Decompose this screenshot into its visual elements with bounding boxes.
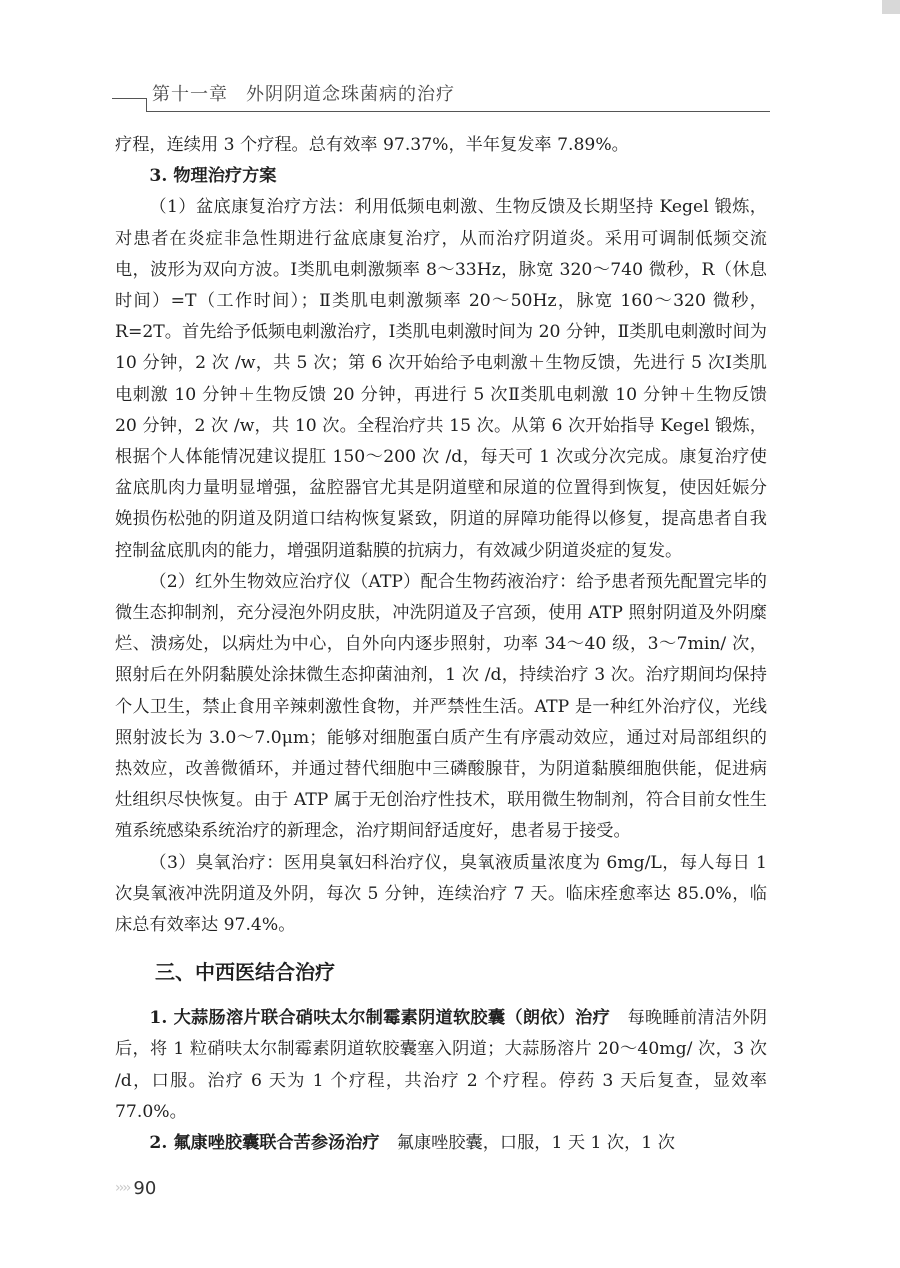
chapter-title: 外阴阴道念珠菌病的治疗 (246, 84, 455, 105)
header-text (152, 80, 455, 106)
header-rule-riser (146, 98, 147, 112)
section-heading-physical-therapy: 3. 物理治疗方案 (149, 166, 277, 187)
paragraph-item-2 (115, 1128, 767, 1159)
page-footer (115, 1178, 156, 1199)
chapter-number: 第十一章 (152, 84, 228, 105)
page-number: 90 (133, 1178, 157, 1199)
paragraph-continued: 疗程，连续用 3 个疗程。总有效率 97.37%，半年复发率 7.89%。 (115, 135, 629, 155)
paragraph-ozone: （3）臭氧治疗：医用臭氧妇科治疗仪，臭氧液质量浓度为 6mg/L，每人每日 1 次臭氧液冲洗阴道及外阴，每次 5 分钟，连续治疗 7 天。临床痊愈率达 85.0%，临床总有效率达 97.4%。 (115, 852, 767, 936)
header-rule (112, 98, 146, 99)
item-1-text: 每晚睡前清洁外阴后，将 1 粒硝呋太尔制霉素阴道软胶囊塞入阴道；大蒜肠溶片 20～40mg/ 次，3 次 /d，口服。治疗 6 天为 1 个疗程，共治疗 2 个疗程。停药 3 天后复查，显效率 77.0%。 (115, 1008, 767, 1122)
chevron-arrows-icon: ›››› (115, 1180, 130, 1196)
paragraph-atp: （2）红外生物效应治疗仪（ATP）配合生物药液治疗：给予患者预先配置完毕的微生态抑制剂，充分浸泡外阴皮肤，冲洗阴道及子宫颈，使用 ATP 照射阴道及外阴糜烂、溃疡处，以病灶为中心，自外向内逐步照射，功率 34～40 级，3～7min/ 次，照射后在外阴黏膜处涂抹微生态抑菌油剂，1 次 /d，持续治疗 3 次。治疗期间均保持个人卫生，禁止食用辛辣刺激性食物，并严禁性生活。ATP 是一种红外治疗仪，光线照射波长为 3.0～7.0μm；能够对细胞蛋白质产生有序震动效应，通过对局部组织的热效应，改善微循环，并通过替代细胞中三磷酸腺苷，为阴道黏膜细胞供能，促进病灶组织尽快恢复。由于 ATP 属于无创治疗性技术，联用微生物制剂，符合目前女性生殖系统感染系统治疗的新理念，治疗期间舒适度好，患者易于接受。 (115, 571, 767, 842)
header-rule-bottom (146, 111, 770, 112)
page-body (115, 130, 767, 1159)
section-heading-integrated: 三、中西医结合治疗 (155, 960, 335, 985)
item-1-heading: 1. 大蒜肠溶片联合硝呋太尔制霉素阴道软胶囊（朗依）治疗 (149, 1008, 611, 1029)
item-2-heading: 2. 氟康唑胶囊联合苦参汤治疗 (149, 1133, 380, 1154)
item-2-text: 氟康唑胶囊，口服，1 天 1 次，1 次 (396, 1133, 675, 1154)
paragraph-item-1 (115, 1003, 767, 1128)
running-header (112, 78, 770, 112)
corner-mark (882, 0, 900, 14)
paragraph-pelvic-rehab: （1）盆底康复治疗方法：利用低频电刺激、生物反馈及长期坚持 Kegel 锻炼，对患者在炎症非急性期进行盆底康复治疗，从而治疗阴道炎。采用可调制低频交流电，波形为双向方波。Ⅰ类肌电刺激频率 8～33Hz，脉宽 320～740 微秒，R（休息时间）=T（工作时间）；Ⅱ类肌电刺激频率 20～50Hz，脉宽 160～320 微秒，R=2T。首先给予低频电刺激治疗，Ⅰ类肌电刺激时间为 20 分钟，Ⅱ类肌电刺激时间为 10 分钟，2 次 /w，共 5 次；第 6 次开始给予电刺激＋生物反馈，先进行 5 次Ⅰ类肌电刺激 10 分钟＋生物反馈 20 分钟，再进行 5 次Ⅱ类肌电刺激 10 分钟＋生物反馈 20 分钟，2 次 /w，共 10 次。全程治疗共 15 次。从第 6 次开始指导 Kegel 锻炼，根据个人体能情况建议提肛 150～200 次 /d，每天可 1 次或分次完成。康复治疗使盆底肌肉力量明显增强，盆腔器官尤其是阴道壁和尿道的位置得到恢复，使因妊娠分娩损伤松弛的阴道及阴道口结构恢复紧致，阴道的屏障功能得以修复，提高患者自我控制盆底肌肉的能力，增强阴道黏膜的抗病力，有效减少阴道炎症的复发。 (115, 197, 767, 561)
